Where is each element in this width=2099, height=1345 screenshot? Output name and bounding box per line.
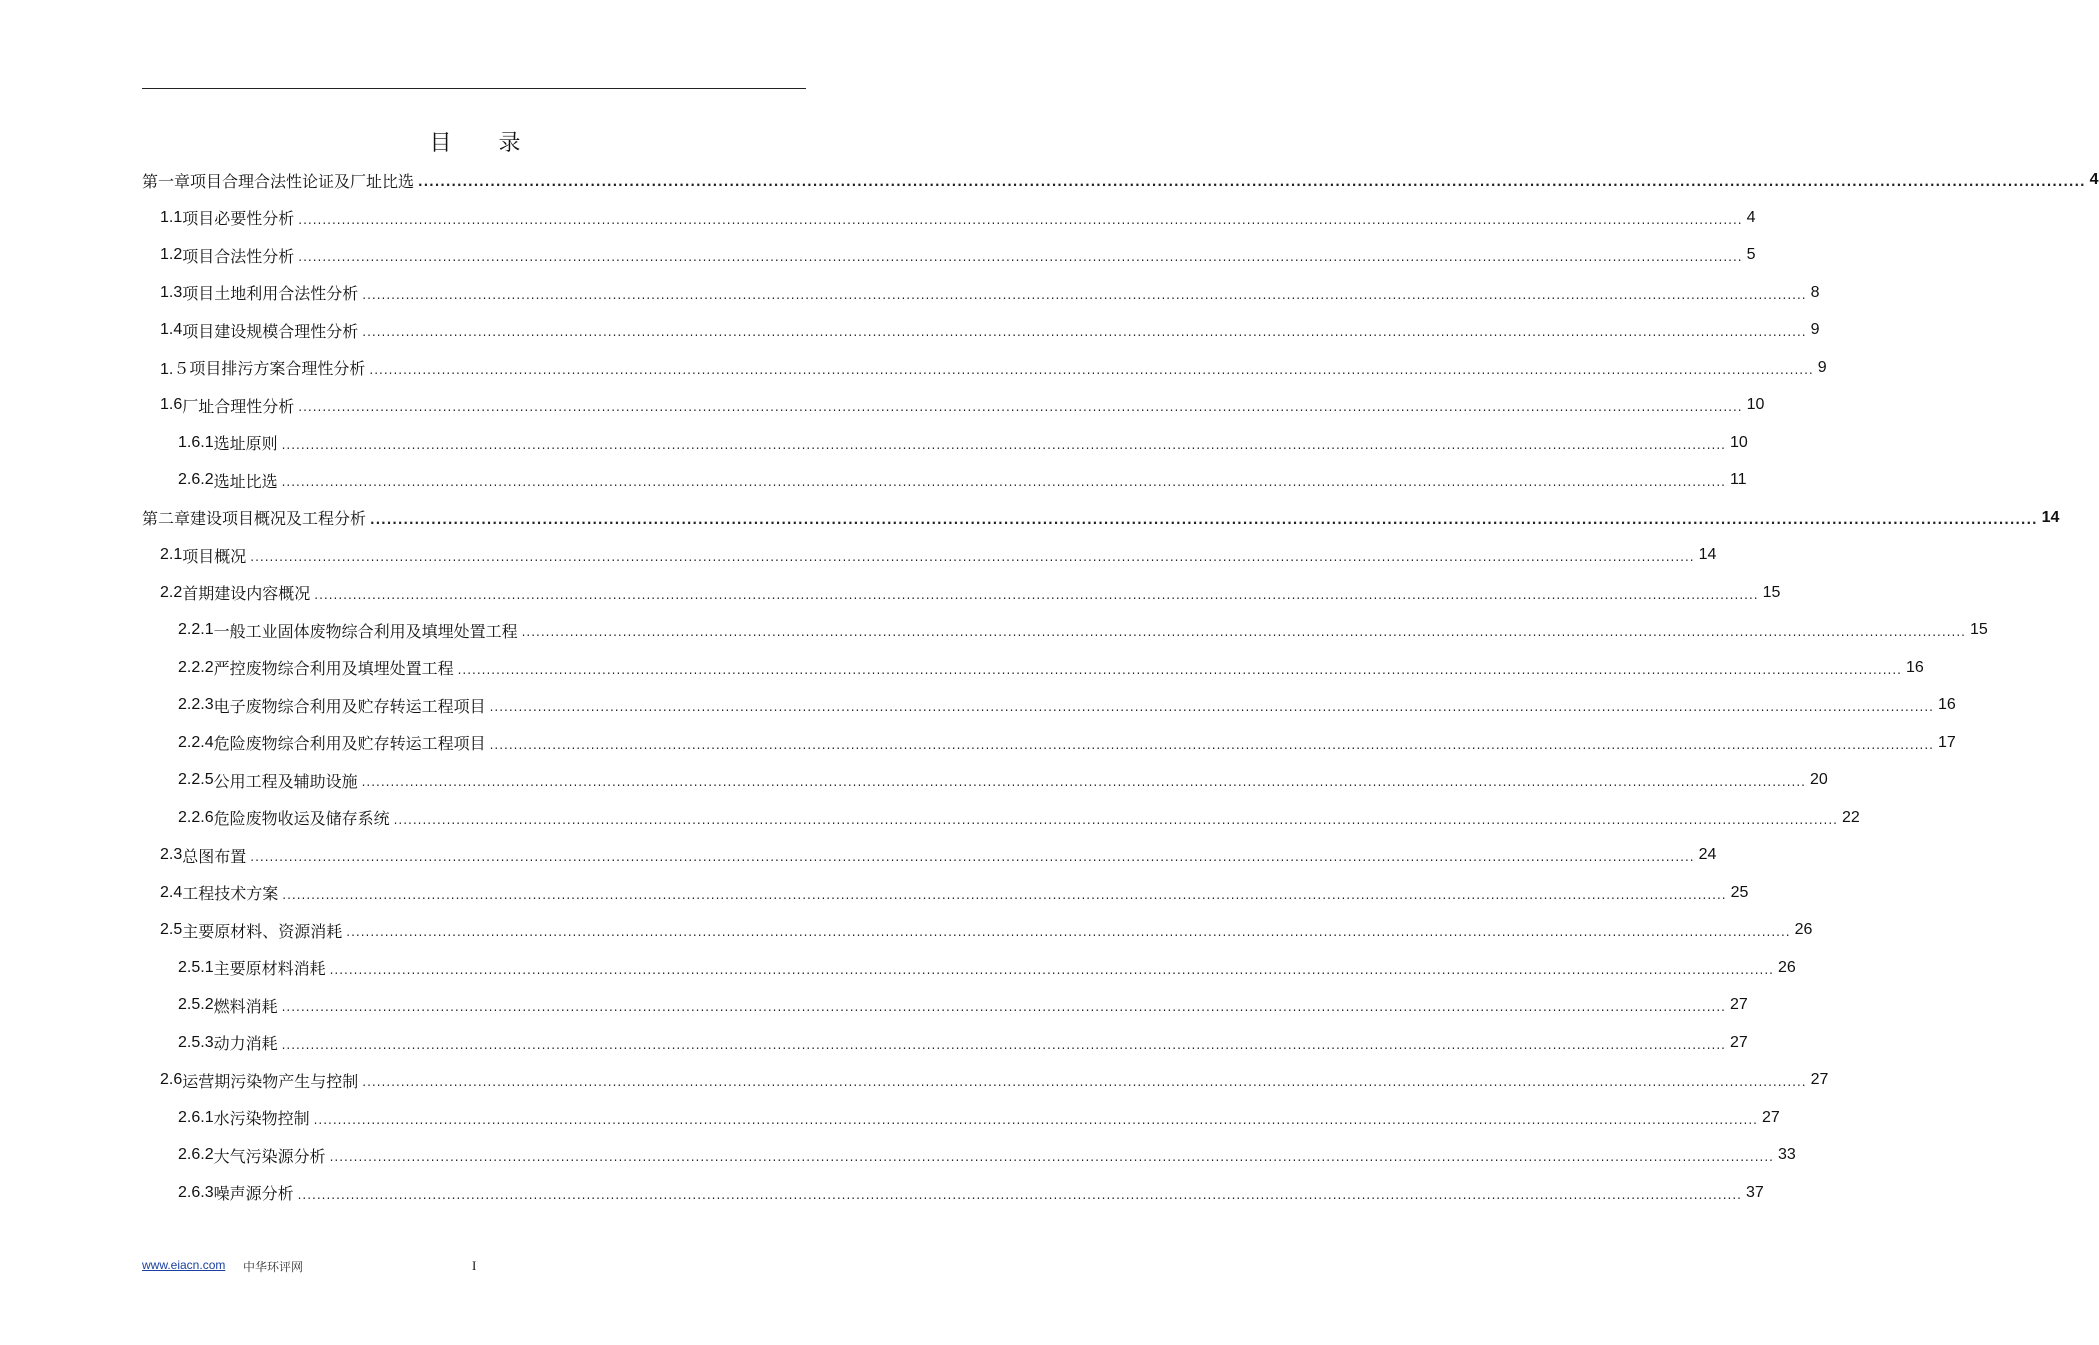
- toc-entry-number: 2.5: [160, 921, 183, 938]
- toc-entry-title: 噪声源分析: [213, 1184, 294, 1203]
- toc-chapter-entry[interactable]: [142, 500, 2060, 536]
- toc-entry-number: 2.5.3: [178, 1033, 214, 1051]
- toc-entry-page: 10: [1729, 433, 1748, 451]
- toc-entry[interactable]: [160, 237, 1756, 273]
- toc-entry-page: 17: [1937, 733, 1956, 751]
- toc-dot-leader: ............................................................................................................................................................................................................................................................................................................: [298, 400, 1743, 414]
- toc-dot-leader: ............................................................................................................................................................................................................................................................................................................: [298, 250, 1743, 264]
- toc-entry-title: 大气污染源分析: [213, 1146, 326, 1166]
- toc-entry-number: 1.6: [160, 396, 183, 413]
- toc-entry-page: 15: [1969, 621, 1988, 638]
- toc-entry-page: 27: [1761, 1108, 1780, 1126]
- footer-page-number: I: [472, 1258, 477, 1273]
- toc-dot-leader: ............................................................................................................................................................................................................................................................................................................: [329, 962, 1774, 977]
- toc-dot-leader: ............................................................................................................................................................................................................................................................................................................: [281, 475, 1726, 489]
- toc-entry-number: 第一章: [142, 171, 191, 191]
- toc-entry[interactable]: [178, 950, 1796, 986]
- toc-entry[interactable]: [178, 425, 1748, 461]
- toc-entry-title: 项目合法性分析: [182, 246, 295, 266]
- toc-entry[interactable]: [160, 537, 1717, 573]
- toc-dot-leader: ............................................................................................................................................................................................................................................................................................................: [521, 625, 1966, 639]
- toc-entry-number: 2.6: [160, 1071, 183, 1088]
- toc-dot-leader: ............................................................................................................................................................................................................................................................................................................: [314, 587, 1759, 602]
- toc-entry[interactable]: [178, 612, 1988, 648]
- toc-entry-number: 2.1: [160, 546, 183, 563]
- toc-dot-leader: ............................................................................................................................................................................................................................................................................................................: [297, 1187, 1742, 1202]
- toc-dot-leader: ............................................................................................................................................................................................................................................................................................................: [457, 662, 1902, 677]
- toc-entry-number: 2.2.4: [178, 733, 214, 751]
- toc-entry-number: 2.4: [160, 883, 183, 901]
- toc-dot-leader: ............................................................................................................................................................................................................................................................................................................: [282, 887, 1727, 902]
- toc-entry-number: 2.2.5: [178, 771, 214, 788]
- toc-dot-leader: ............................................................................................................................................................................................................................................................................................................: [313, 1112, 1758, 1127]
- toc-entry[interactable]: [160, 837, 1717, 873]
- toc-entry-title: 严控废物综合利用及填埋处置工程: [213, 659, 454, 678]
- toc-entry-number: 2.6.2: [178, 471, 214, 488]
- toc-entry-number: 2.2: [160, 583, 183, 601]
- toc-entry-page: 37: [1745, 1183, 1764, 1201]
- toc-entry-title: 电子废物综合利用及贮存转运工程项目: [213, 696, 486, 716]
- footer-site-name: 中华环评网: [243, 1260, 304, 1274]
- toc-entry[interactable]: [160, 912, 1813, 948]
- toc-entry-title: 项目排污方案合理性分析: [189, 359, 366, 378]
- toc-entry[interactable]: [178, 1137, 1796, 1173]
- toc-dot-leader: ............................................................................................................................................................................................................................................................................................................: [418, 175, 2086, 189]
- toc-dot-leader: ............................................................................................................................................................................................................................................................................................................: [298, 212, 1743, 227]
- toc-entry-number: 2.5.2: [178, 996, 214, 1013]
- toc-entry[interactable]: [178, 800, 1860, 836]
- header-rule: [142, 88, 806, 89]
- toc-entry-number: 2.5.1: [178, 958, 214, 976]
- toc-entry[interactable]: [178, 987, 1748, 1023]
- toc-entry-number: 1.6.1: [178, 433, 214, 451]
- toc-entry-title: 危险废物综合利用及贮存转运工程项目: [213, 734, 486, 753]
- toc-entry-page: 15: [1762, 583, 1781, 601]
- toc-entry-number: 2.2.3: [178, 696, 214, 713]
- toc-entry-page: 24: [1698, 846, 1717, 863]
- toc-entry-number: 1.2: [160, 246, 183, 263]
- toc-entry[interactable]: [160, 312, 1820, 348]
- toc-entry-title: 项目建设规模合理性分析: [182, 321, 359, 341]
- toc-entry-number: 2.2.6: [178, 808, 214, 826]
- toc-entry-title: 工程技术方案: [182, 884, 279, 903]
- toc-entry-title: 主要原材料、资源消耗: [182, 921, 343, 941]
- toc-dot-leader: ............................................................................................................................................................................................................................................................................................................: [281, 437, 1726, 452]
- toc-entry[interactable]: [178, 725, 1956, 761]
- toc-entry-title: 主要原材料消耗: [213, 959, 326, 978]
- toc-entry-title: 危险废物收运及储存系统: [213, 809, 390, 828]
- toc-entry[interactable]: [178, 762, 1828, 798]
- toc-entry-page: 22: [1841, 808, 1860, 826]
- toc-entry-page: 9: [1810, 321, 1820, 338]
- toc-entry-number: 2.2.1: [178, 621, 214, 638]
- toc-entry-title: 项目必要性分析: [182, 209, 295, 228]
- toc-entry-page: 10: [1746, 396, 1765, 413]
- footer-site-link[interactable]: www.eiacn.com: [142, 1258, 226, 1272]
- toc-entry-page: 25: [1730, 883, 1749, 901]
- toc-entry-page: 4: [2089, 171, 2099, 188]
- toc-entry[interactable]: [160, 575, 1781, 611]
- toc-entry-number: 1.4: [160, 321, 183, 338]
- toc-entry-page: 14: [2041, 508, 2060, 526]
- toc-dot-leader: ............................................................................................................................................................................................................................................................................................................: [393, 812, 1838, 827]
- toc-entry-title: 动力消耗: [213, 1034, 278, 1053]
- toc-dot-leader: ............................................................................................................................................................................................................................................................................................................: [362, 287, 1807, 302]
- toc-dot-leader: ............................................................................................................................................................................................................................................................................................................: [281, 1037, 1726, 1052]
- toc-entry-page: 9: [1817, 358, 1827, 376]
- toc-dot-leader: ............................................................................................................................................................................................................................................................................................................: [362, 1075, 1807, 1089]
- toc-dot-leader: ............................................................................................................................................................................................................................................................................................................: [370, 512, 2038, 527]
- toc-entry-page: 20: [1809, 771, 1828, 788]
- toc-entry[interactable]: [178, 650, 1924, 686]
- toc-entry-page: 26: [1777, 958, 1796, 976]
- toc-entry-page: 14: [1698, 546, 1717, 563]
- toc-entry-page: 27: [1729, 1033, 1748, 1051]
- toc-entry-page: 27: [1810, 1071, 1829, 1088]
- toc-entry-title: 项目概况: [182, 546, 247, 566]
- toc-entry-title: 燃料消耗: [213, 996, 278, 1016]
- toc-entry-number: 1.1: [160, 208, 183, 226]
- toc-dot-leader: ............................................................................................................................................................................................................................................................................................................: [362, 325, 1807, 339]
- toc-entry-title: 建设项目概况及工程分析: [190, 509, 367, 528]
- toc-entry[interactable]: [160, 350, 1827, 386]
- toc-entry[interactable]: [178, 687, 1956, 723]
- toc-entry-title: 水污染物控制: [213, 1109, 310, 1128]
- toc-dot-leader: ............................................................................................................................................................................................................................................................................................................: [369, 362, 1814, 377]
- toc-entry-page: 27: [1729, 996, 1748, 1013]
- toc-entry-number: 2.6.1: [178, 1108, 214, 1126]
- toc-entry-page: 16: [1905, 658, 1924, 676]
- toc-entry-page: 4: [1746, 208, 1756, 226]
- toc-entry-page: 11: [1729, 471, 1747, 488]
- toc-entry-number: 2.3: [160, 846, 183, 863]
- toc-entry[interactable]: [160, 387, 1765, 423]
- toc-entry-title: 公用工程及辅助设施: [213, 771, 358, 791]
- toc-entry[interactable]: [160, 275, 1820, 311]
- toc-entry-number: 1.５: [160, 361, 190, 378]
- toc-entry-title: 首期建设内容概况: [182, 584, 311, 603]
- toc-entry[interactable]: [160, 875, 1749, 911]
- toc-entry[interactable]: [160, 1062, 1829, 1098]
- toc-title: 目 录: [429, 131, 541, 156]
- toc-entry-page: 5: [1746, 246, 1756, 263]
- toc-entry[interactable]: [178, 1175, 1764, 1211]
- toc-dot-leader: ............................................................................................................................................................................................................................................................................................................: [250, 850, 1695, 864]
- toc-entry-page: 16: [1937, 696, 1956, 713]
- toc-entry[interactable]: [178, 1100, 1780, 1136]
- toc-entry-number: 2.6.3: [178, 1183, 214, 1201]
- toc-entry[interactable]: [178, 1025, 1748, 1061]
- toc-entry[interactable]: [160, 200, 1756, 236]
- toc-entry-page: 26: [1794, 921, 1813, 938]
- toc-entry-title: 项目合理合法性论证及厂址比选: [190, 171, 415, 191]
- toc-entry[interactable]: [178, 462, 1747, 498]
- toc-entry-title: 厂址合理性分析: [182, 396, 295, 416]
- toc-entry-page: 33: [1777, 1146, 1796, 1163]
- toc-dot-leader: ............................................................................................................................................................................................................................................................................................................: [361, 775, 1806, 789]
- toc-entry-title: 选址原则: [213, 434, 278, 453]
- toc-entry-title: 总图布置: [182, 846, 247, 866]
- toc-dot-leader: ............................................................................................................................................................................................................................................................................................................: [250, 550, 1695, 564]
- toc-entry-number: 2.2.2: [178, 658, 214, 676]
- toc-dot-leader: ............................................................................................................................................................................................................................................................................................................: [281, 1000, 1726, 1014]
- toc-dot-leader: ............................................................................................................................................................................................................................................................................................................: [329, 1150, 1774, 1164]
- toc-chapter-entry[interactable]: [142, 162, 2099, 198]
- toc-entry-number: 第二章: [142, 509, 191, 528]
- toc-entry-number: 2.6.2: [178, 1146, 214, 1163]
- toc-entry-title: 项目土地利用合法性分析: [182, 284, 359, 303]
- toc-entry-number: 1.3: [160, 283, 183, 301]
- toc-entry-page: 8: [1810, 283, 1820, 301]
- toc-entry-title: 运营期污染物产生与控制: [182, 1071, 359, 1091]
- toc-dot-leader: ............................................................................................................................................................................................................................................................................................................: [489, 700, 1934, 714]
- toc-entry-title: 一般工业固体废物综合利用及填埋处置工程: [213, 621, 518, 641]
- toc-dot-leader: ............................................................................................................................................................................................................................................................................................................: [489, 737, 1934, 752]
- toc-dot-leader: ............................................................................................................................................................................................................................................................................................................: [346, 925, 1791, 939]
- toc-entry-title: 选址比选: [213, 471, 278, 491]
